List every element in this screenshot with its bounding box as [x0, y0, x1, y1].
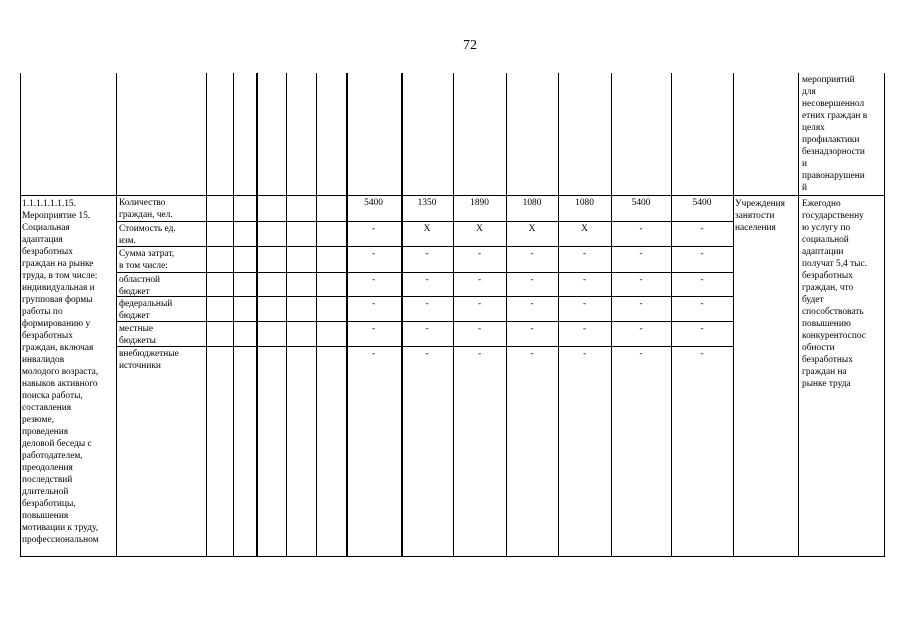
prev-result-line: и — [802, 159, 808, 169]
table-vertical-rule — [20, 73, 21, 557]
value-cell: - — [477, 324, 482, 334]
value-cell: - — [530, 275, 534, 285]
value-cell: X — [581, 224, 588, 234]
result-line: конкурентоспос — [802, 331, 866, 341]
measure-text-line: адаптация — [22, 235, 63, 245]
table-row-divider — [20, 195, 884, 196]
value-cell: - — [477, 299, 482, 309]
table-subrow-divider — [116, 346, 733, 347]
prev-result-line: несовершеннол — [802, 99, 865, 109]
prev-result-line: целях — [802, 123, 825, 133]
prev-result-line: для — [802, 87, 816, 97]
value-cell: - — [530, 349, 534, 359]
table-vertical-rule — [233, 73, 234, 557]
value-cell: - — [700, 324, 704, 334]
table-subrow-divider — [116, 321, 733, 322]
table-subrow-divider — [116, 296, 733, 297]
value-cell: 1080 — [522, 198, 542, 208]
measure-text-line: последствий — [22, 475, 73, 485]
result-line: государственну — [802, 211, 864, 221]
value-cell: X — [476, 224, 483, 234]
value-cell: - — [425, 299, 429, 309]
table-vertical-rule — [453, 73, 454, 557]
table-bottom-rule — [20, 556, 884, 557]
value-cell: 5400 — [631, 198, 651, 208]
measure-text-line: Мероприятие 15. — [22, 211, 91, 221]
result-line: будет — [802, 295, 824, 305]
value-cell: X — [423, 224, 431, 234]
measure-text-line: Социальная — [22, 223, 70, 233]
result-line: ю услугу по — [802, 223, 851, 233]
row-label-line: источники — [119, 361, 161, 371]
value-cell: - — [425, 349, 429, 359]
table-subrow-divider — [116, 272, 733, 273]
value-cell: - — [425, 249, 429, 259]
table-vertical-rule — [346, 73, 348, 557]
table-vertical-rule — [206, 73, 207, 557]
row-label-line: изм. — [119, 236, 136, 246]
value-cell: - — [639, 249, 643, 259]
value-cell: - — [425, 324, 429, 334]
table-vertical-rule — [558, 73, 559, 557]
value-cell: - — [530, 324, 534, 334]
table-vertical-rule — [316, 73, 317, 557]
value-cell: - — [700, 349, 704, 359]
table-vertical-rule — [256, 73, 258, 557]
row-label-line: бюджет — [119, 311, 150, 321]
prev-result-line: й — [802, 183, 808, 193]
measure-text-line: труда, в том числе: — [22, 271, 98, 281]
value-cell: - — [477, 249, 482, 259]
value-cell: - — [700, 275, 704, 285]
value-cell: - — [582, 349, 587, 359]
row-label-line: областной — [119, 275, 161, 285]
executor-line: населения — [735, 223, 776, 233]
measure-text-line: навыков активного — [22, 379, 98, 389]
measure-text-line: граждан на рынке — [22, 259, 94, 269]
table-vertical-rule — [401, 73, 403, 557]
row-label-line: местные — [119, 324, 154, 334]
value-cell: - — [639, 275, 643, 285]
value-cell: X — [528, 224, 536, 234]
value-cell: - — [530, 299, 534, 309]
measure-text-line: резюме, — [22, 415, 54, 425]
value-cell: - — [371, 275, 376, 285]
row-label-line: бюджеты — [119, 336, 156, 346]
prev-result-line: правонарушени — [802, 171, 865, 181]
value-cell: - — [700, 224, 704, 234]
measure-text-line: групповая формы — [22, 295, 93, 305]
value-cell: 5400 — [364, 198, 383, 208]
measure-text-line: безработицы, — [22, 499, 76, 509]
measure-text-line: поиска работы, — [22, 391, 83, 401]
result-line: адаптации — [802, 247, 844, 257]
value-cell: - — [371, 299, 376, 309]
value-cell: - — [582, 299, 587, 309]
row-label-line: внебюджетные — [119, 349, 179, 359]
value-cell: - — [530, 249, 534, 259]
value-cell: - — [639, 224, 643, 234]
value-cell: - — [371, 249, 376, 259]
prev-result-line: етних граждан в — [802, 111, 868, 121]
value-cell: - — [700, 299, 704, 309]
value-cell: - — [639, 349, 643, 359]
prev-result-line: мероприятий — [802, 75, 855, 85]
row-label-line: бюджет — [119, 287, 150, 297]
value-cell: 1080 — [575, 198, 594, 208]
page-number: 72 — [463, 38, 477, 53]
measure-text-line: деловой беседы с — [22, 439, 92, 449]
measure-text-line: повышения — [22, 511, 69, 521]
result-line: безработных — [802, 271, 853, 281]
executor-line: Учреждения — [735, 199, 785, 209]
measure-text-line: граждан, включая — [22, 343, 94, 353]
result-line: получат 5,4 тыс. — [802, 259, 867, 269]
measure-text-line: безработных — [22, 331, 73, 341]
value-cell: - — [371, 224, 376, 234]
measure-text-line: работодателем, — [22, 451, 83, 461]
executor-line: занятости — [735, 211, 775, 221]
value-cell: - — [582, 275, 587, 285]
value-cell: - — [371, 349, 376, 359]
value-cell: - — [700, 249, 704, 259]
table-subrow-divider — [116, 221, 733, 222]
measure-text-line: составления — [22, 403, 72, 413]
value-cell: - — [582, 324, 587, 334]
measure-text-line: профессиональном — [22, 535, 99, 545]
measure-text-line: длительной — [22, 487, 69, 497]
measure-text-line: работы по — [22, 307, 63, 317]
prev-result-line: безнадзорности — [802, 147, 865, 157]
table-vertical-rule — [733, 73, 734, 557]
table-vertical-rule — [286, 73, 287, 557]
result-line: способствовать — [802, 307, 864, 317]
table-vertical-rule — [611, 73, 612, 557]
result-line: безработных — [802, 355, 853, 365]
measure-text-line: 1.1.1.1.1.1.15. — [22, 199, 76, 209]
result-line: Ежегодно — [802, 199, 841, 209]
value-cell: - — [477, 275, 482, 285]
measure-text-line: преодоления — [22, 463, 73, 473]
prev-result-line: профилактики — [802, 135, 860, 145]
row-label-line: федеральный — [119, 299, 173, 309]
table-subrow-divider — [116, 246, 733, 247]
measure-text-line: индивидуальная и — [22, 283, 95, 293]
result-line: обности — [802, 343, 835, 353]
table-vertical-rule — [116, 73, 117, 557]
value-cell: - — [639, 324, 643, 334]
value-cell: - — [582, 249, 587, 259]
value-cell: 1890 — [470, 198, 489, 208]
measure-text-line: мотивации к труду, — [22, 523, 99, 533]
result-line: социальной — [802, 235, 849, 245]
measure-text-line: проведения — [22, 427, 69, 437]
result-line: рынке труда — [802, 379, 851, 389]
value-cell: - — [425, 275, 429, 285]
table-vertical-rule — [884, 73, 885, 557]
row-label-line: в том числе: — [119, 261, 168, 271]
result-line: граждан на — [802, 367, 847, 377]
measure-text-line: инвалидов — [22, 355, 65, 365]
row-label-line: Стоимость ед. — [119, 224, 176, 234]
table-vertical-rule — [671, 73, 672, 557]
result-line: граждан, что — [802, 283, 854, 293]
value-cell: 5400 — [692, 198, 712, 208]
value-cell: - — [477, 349, 482, 359]
row-label-line: Сумма затрат, — [119, 249, 175, 259]
value-cell: - — [639, 299, 643, 309]
table-vertical-rule — [506, 73, 507, 557]
row-label-line: Количество — [119, 198, 166, 208]
value-cell: 1350 — [417, 198, 437, 208]
table-vertical-rule — [798, 73, 799, 557]
row-label-line: граждан, чел. — [119, 210, 173, 220]
measure-text-line: формированию у — [22, 319, 91, 329]
measure-text-line: молодого возраста, — [22, 367, 99, 377]
result-line: повышению — [802, 319, 851, 329]
measure-text-line: безработных — [22, 247, 73, 257]
value-cell: - — [371, 324, 376, 334]
